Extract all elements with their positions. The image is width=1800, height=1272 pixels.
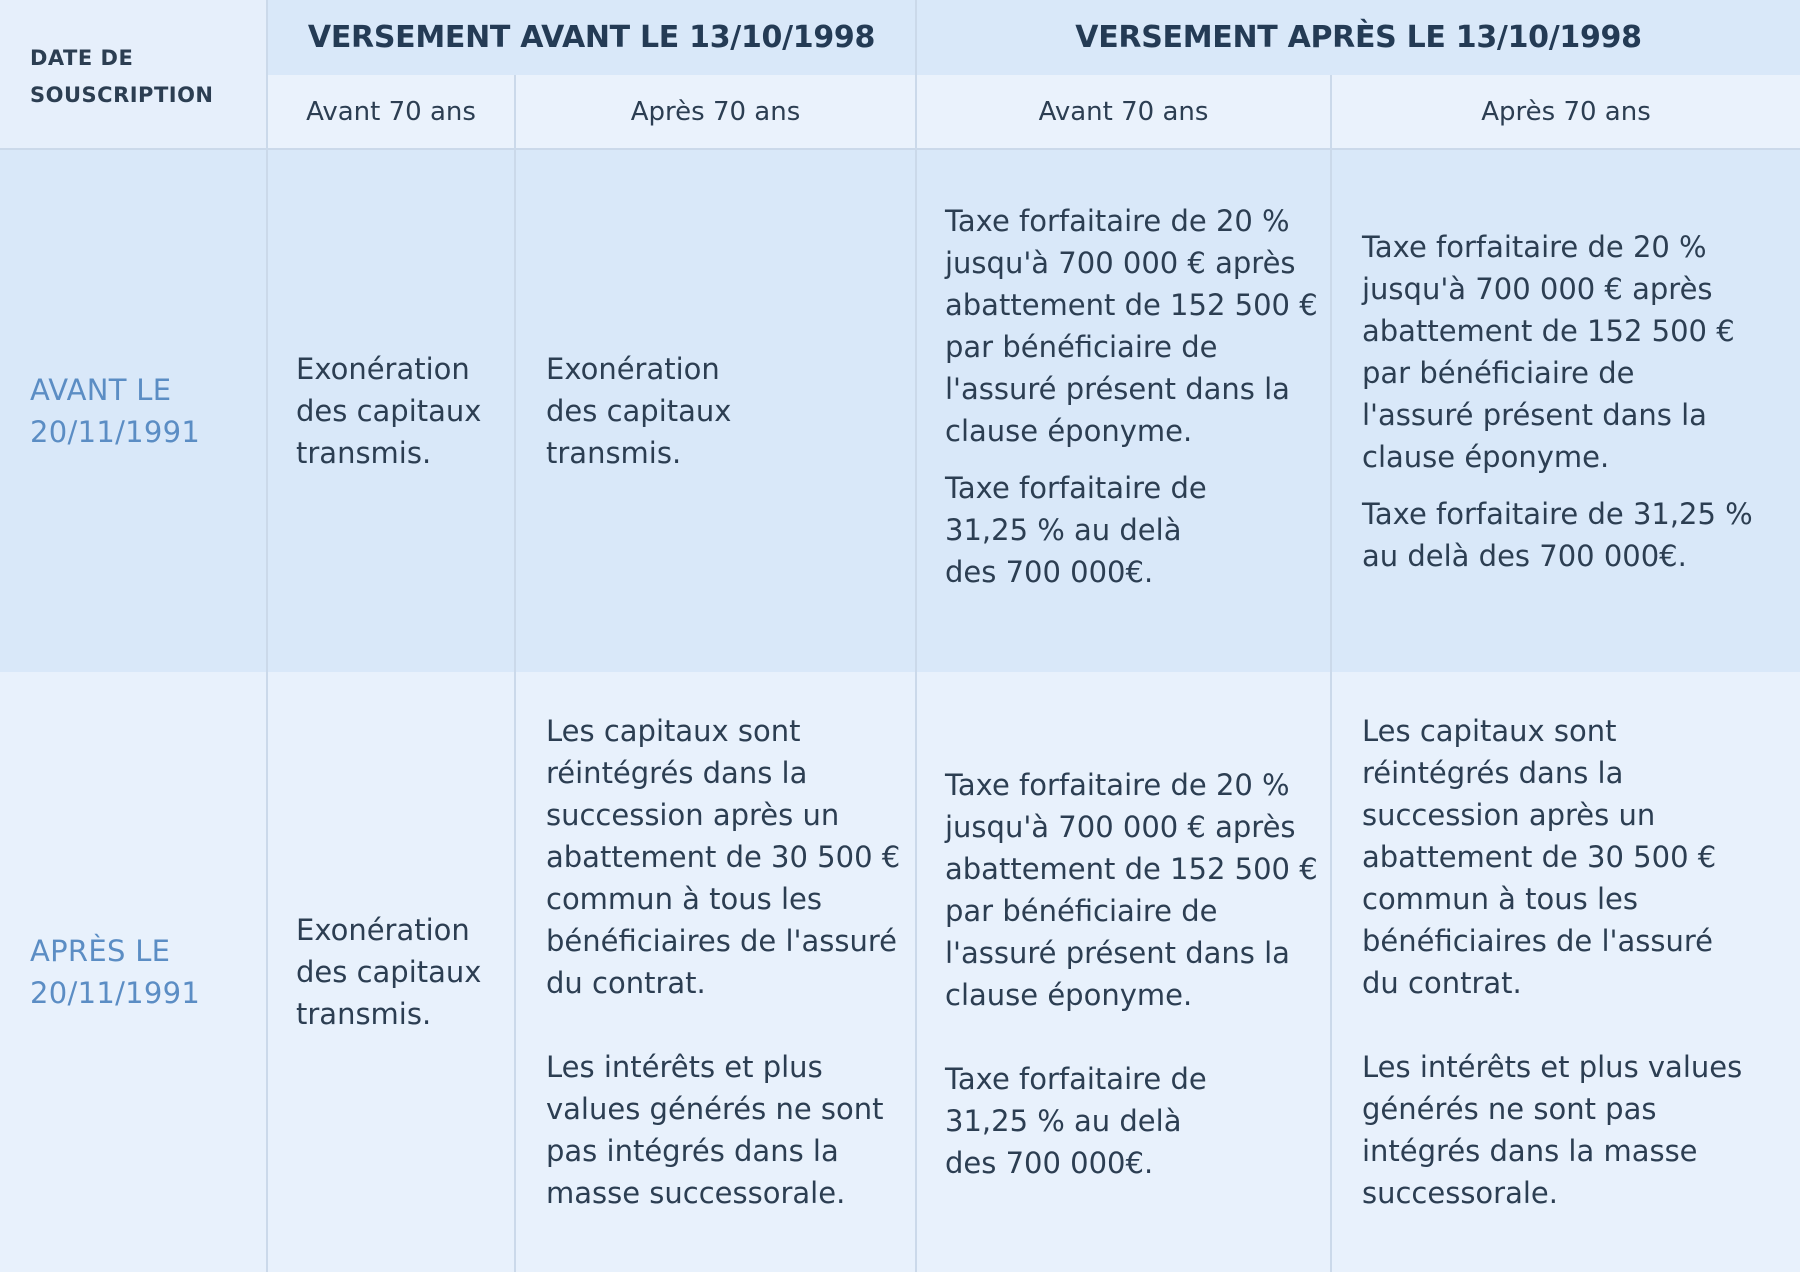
text-line: par bénéficiaire de [1362, 356, 1635, 390]
text-line: Les intérêts et plus [546, 1050, 823, 1084]
text-line: bénéficiaires de l'assuré [546, 924, 898, 958]
sub-header [1330, 75, 1800, 150]
text-line: Taxe forfaitaire de 31,25 % [1362, 497, 1753, 531]
text-line: commun à tous les [546, 882, 822, 916]
cell-paragraph [296, 909, 514, 1035]
text-line: l'assuré présent dans la [1362, 398, 1707, 432]
table-cell [1330, 150, 1800, 672]
table-cell [514, 672, 915, 1272]
row-label-line-1: AVANT LE [30, 373, 172, 407]
text-line: l'assuré présent dans la [945, 936, 1290, 970]
text-line: jusqu'à 700 000 € après [945, 810, 1296, 844]
text-line: clause éponyme. [1362, 440, 1610, 474]
text-line: par bénéficiaire de [945, 330, 1218, 364]
text-line: des capitaux [296, 955, 482, 989]
group-header-after [915, 0, 1800, 75]
row-label-before-1991 [0, 150, 266, 672]
table-cell [514, 150, 915, 672]
table-cell [915, 150, 1330, 672]
text-line: masse successorale. [546, 1176, 846, 1210]
text-line: transmis. [546, 436, 682, 470]
text-line: pas intégrés dans la [546, 1134, 839, 1168]
text-line: au delà des 700 000€. [1362, 539, 1687, 573]
text-line: du contrat. [1362, 966, 1522, 1000]
table-cell [266, 672, 514, 1272]
cell-paragraph [296, 348, 514, 474]
text-line: abattement de 152 500 € [945, 288, 1318, 322]
cell-paragraph [1362, 226, 1800, 478]
text-line: commun à tous les [1362, 882, 1638, 916]
text-line: succession après un [1362, 798, 1656, 832]
text-line: clause éponyme. [945, 978, 1193, 1012]
text-line: Les capitaux sont [1362, 714, 1617, 748]
row-label-line-2: 20/11/1991 [30, 415, 201, 449]
cell-paragraph [945, 1058, 1330, 1184]
cell-paragraph [1362, 710, 1800, 1004]
corner-line-2: SOUSCRIPTION [30, 83, 214, 107]
sub-header-label: Après 70 ans [630, 96, 801, 127]
sub-header [514, 75, 915, 150]
text-line: réintégrés dans la [1362, 756, 1624, 790]
text-line: Taxe forfaitaire de 20 % [1362, 230, 1707, 264]
row-label-line-1: APRÈS LE [30, 934, 171, 968]
text-line: réintégrés dans la [546, 756, 808, 790]
text-line: l'assuré présent dans la [945, 372, 1290, 406]
text-line: transmis. [296, 997, 432, 1031]
text-line: transmis. [296, 436, 432, 470]
text-line: abattement de 152 500 € [1362, 314, 1735, 348]
cell-paragraph [945, 764, 1330, 1016]
text-line: 31,25 % au delà [945, 513, 1182, 547]
text-line: jusqu'à 700 000 € après [1362, 272, 1713, 306]
text-line: des capitaux [296, 394, 482, 428]
text-line: Les capitaux sont [546, 714, 801, 748]
sub-header-label: Après 70 ans [1481, 96, 1651, 127]
sub-header [915, 75, 1330, 150]
text-line: des 700 000€. [945, 1146, 1154, 1180]
header-corner [0, 0, 266, 150]
text-line: Taxe forfaitaire de [945, 471, 1207, 505]
text-line: clause éponyme. [945, 414, 1193, 448]
text-line: Exonération [296, 913, 470, 947]
cell-paragraph [945, 200, 1330, 452]
text-line: 31,25 % au delà [945, 1104, 1182, 1138]
table-cell [915, 672, 1330, 1272]
text-line: successorale. [1362, 1176, 1558, 1210]
row-label-after-1991 [0, 672, 266, 1272]
table-cell [266, 150, 514, 672]
text-line: des 700 000€. [945, 555, 1154, 589]
text-line: générés ne sont pas [1362, 1092, 1657, 1126]
corner-line-1: DATE DE [30, 46, 134, 70]
text-line: intégrés dans la masse [1362, 1134, 1698, 1168]
text-line: Taxe forfaitaire de 20 % [945, 768, 1290, 802]
cell-paragraph [546, 710, 915, 1004]
text-line: Les intérêts et plus values [1362, 1050, 1743, 1084]
text-line: Taxe forfaitaire de [945, 1062, 1207, 1096]
text-line: succession après un [546, 798, 840, 832]
text-line: abattement de 30 500 € [1362, 840, 1717, 874]
text-line: par bénéficiaire de [945, 894, 1218, 928]
text-line: du contrat. [546, 966, 706, 1000]
text-line: des capitaux [546, 394, 732, 428]
row-label-line-2: 20/11/1991 [30, 976, 201, 1010]
text-line: abattement de 152 500 € [945, 852, 1318, 886]
cell-paragraph [546, 348, 915, 474]
sub-header-label: Avant 70 ans [306, 96, 476, 127]
text-line: abattement de 30 500 € [546, 840, 901, 874]
text-line: Exonération [296, 352, 470, 386]
group-header-before [266, 0, 915, 75]
text-line: Exonération [546, 352, 720, 386]
text-line: bénéficiaires de l'assuré [1362, 924, 1714, 958]
text-line: Taxe forfaitaire de 20 % [945, 204, 1290, 238]
group-header-before-label: VERSEMENT AVANT LE 13/10/1998 [307, 20, 876, 55]
sub-header-label: Avant 70 ans [1038, 96, 1209, 127]
cell-paragraph [1362, 1046, 1800, 1214]
table-cell [1330, 672, 1800, 1272]
group-header-after-label: VERSEMENT APRÈS LE 13/10/1998 [1075, 20, 1642, 55]
cell-paragraph [546, 1046, 915, 1214]
text-line: values générés ne sont [546, 1092, 884, 1126]
text-line: jusqu'à 700 000 € après [945, 246, 1296, 280]
cell-paragraph [1362, 493, 1800, 577]
sub-header [266, 75, 514, 150]
cell-paragraph [945, 467, 1330, 593]
